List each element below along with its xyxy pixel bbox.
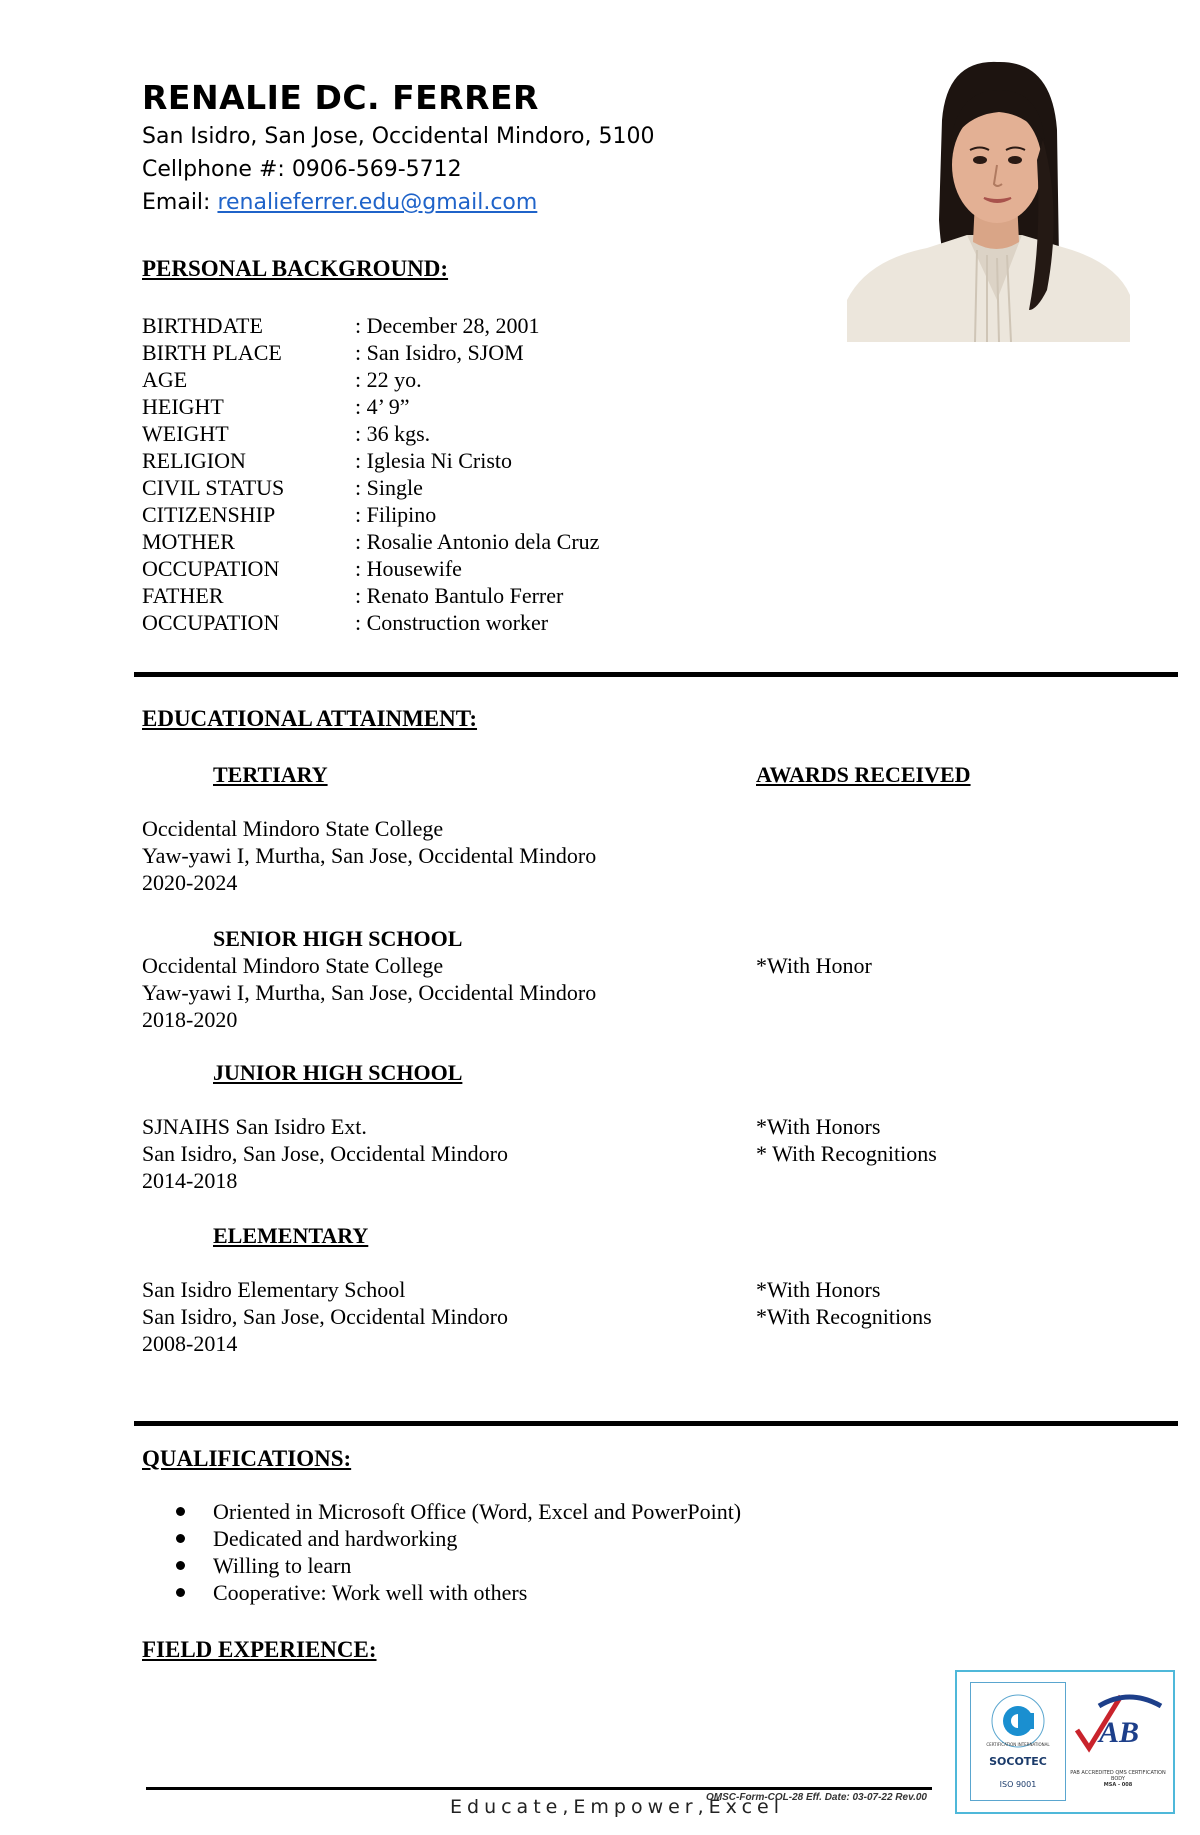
info-value: : Single	[355, 475, 423, 500]
cellphone-label: Cellphone #:	[142, 157, 292, 182]
personal-background-title: PERSONAL BACKGROUND:	[142, 256, 449, 281]
address-text: San Isidro, San Jose, Occidental Mindoro, 5100	[142, 124, 655, 149]
junior-high-address: San Isidro, San Jose, Occidental Mindoro	[142, 1141, 508, 1166]
info-value: : 36 kgs.	[355, 421, 431, 446]
junior-high-award: *With Honors	[756, 1114, 881, 1139]
bullet-icon	[176, 1507, 185, 1516]
email-line	[142, 190, 537, 215]
profile-photo	[847, 60, 1130, 342]
bullet-icon	[176, 1534, 185, 1543]
qualifications-title: QUALIFICATIONS:	[142, 1446, 352, 1471]
tertiary-school: Occidental Mindoro State College	[142, 816, 444, 841]
info-label: BIRTHDATE	[142, 313, 263, 338]
info-value: : San Isidro, SJOM	[355, 340, 524, 365]
email-label: Email:	[142, 190, 218, 215]
email-link[interactable]: renalieferrer.edu@gmail.com	[217, 190, 538, 215]
info-value: : December 28, 2001	[355, 313, 540, 338]
cert-ring-text: CERTIFICATION INTERNATIONAL	[986, 1742, 1050, 1747]
info-label: RELIGION	[142, 448, 246, 473]
iso-label: ISO 9001	[999, 1780, 1037, 1789]
tertiary-heading: TERTIARY	[213, 762, 328, 787]
info-value: : 4’ 9”	[355, 394, 410, 419]
info-label: WEIGHT	[142, 421, 229, 446]
info-value: : Rosalie Antonio dela Cruz	[355, 529, 600, 554]
form-code: OMSC-Form-COL-28 Eff. Date: 03-07-22 Rev.00	[706, 1792, 927, 1803]
elementary-school: San Isidro Elementary School	[142, 1277, 406, 1302]
info-value: : Filipino	[355, 502, 437, 527]
senior-high-school: Occidental Mindoro State College	[142, 953, 444, 978]
elementary-award: *With Honors	[756, 1277, 881, 1302]
bullet-icon	[176, 1588, 185, 1597]
junior-high-award: * With Recognitions	[756, 1141, 937, 1166]
pab-letters: AB	[1099, 1716, 1140, 1749]
elementary-heading: ELEMENTARY	[213, 1223, 369, 1248]
cellphone-line	[142, 157, 462, 182]
awards-heading: AWARDS RECEIVED	[756, 762, 971, 787]
info-label: OCCUPATION	[142, 556, 280, 581]
socotec-label: SOCOTEC	[989, 1755, 1047, 1768]
senior-high-heading: SENIOR HIGH SCHOOL	[213, 926, 463, 951]
section-divider	[134, 672, 1178, 677]
elementary-address: San Isidro, San Jose, Occidental Mindoro	[142, 1304, 508, 1329]
elementary-award: *With Recognitions	[756, 1304, 932, 1329]
footer-divider	[146, 1787, 932, 1790]
elementary-years: 2008-2014	[142, 1331, 238, 1356]
tertiary-address: Yaw-yawi I, Murtha, San Jose, Occidental Mindoro	[142, 843, 597, 868]
info-value: : Iglesia Ni Cristo	[355, 448, 513, 473]
info-label: CITIZENSHIP	[142, 502, 276, 527]
junior-high-years: 2014-2018	[142, 1168, 238, 1193]
cellphone-number: 0906-569-5712	[291, 157, 462, 182]
education-title: EDUCATIONAL ATTAINMENT:	[142, 706, 478, 731]
bullet-icon	[176, 1561, 185, 1570]
pab-code: MSA - 008	[1103, 1782, 1133, 1788]
certification-badge	[955, 1670, 1175, 1814]
section-divider	[134, 1421, 1178, 1426]
info-value: : Renato Bantulo Ferrer	[355, 583, 564, 608]
tertiary-years: 2020-2024	[142, 870, 238, 895]
info-label: FATHER	[142, 583, 224, 608]
junior-high-school: SJNAIHS San Isidro Ext.	[142, 1114, 367, 1139]
portrait-illustration	[847, 60, 1130, 342]
info-value: : Housewife	[355, 556, 462, 581]
field-experience-title: FIELD EXPERIENCE:	[142, 1637, 377, 1662]
info-label: AGE	[142, 367, 188, 392]
info-label: BIRTH PLACE	[142, 340, 282, 365]
junior-high-heading: JUNIOR HIGH SCHOOL	[213, 1060, 463, 1085]
info-label: MOTHER	[142, 529, 235, 554]
pab-logo	[1069, 1686, 1167, 1804]
info-value: : 22 yo.	[355, 367, 422, 392]
resume-name: RENALIE DC. FERRER	[142, 78, 539, 117]
pab-caption: PAB ACCREDITED QMS CERTIFICATION BODY	[1070, 1770, 1166, 1782]
info-label: CIVIL STATUS	[142, 475, 285, 500]
info-label: HEIGHT	[142, 394, 224, 419]
socotec-logo	[970, 1682, 1066, 1801]
info-label: OCCUPATION	[142, 610, 280, 635]
info-value: : Construction worker	[355, 610, 549, 635]
senior-high-address: Yaw-yawi I, Murtha, San Jose, Occidental Mindoro	[142, 980, 597, 1005]
senior-high-years: 2018-2020	[142, 1007, 238, 1032]
footer-motto: Educate,Empower,Excel	[450, 1796, 784, 1818]
senior-high-award: *With Honor	[756, 953, 872, 978]
